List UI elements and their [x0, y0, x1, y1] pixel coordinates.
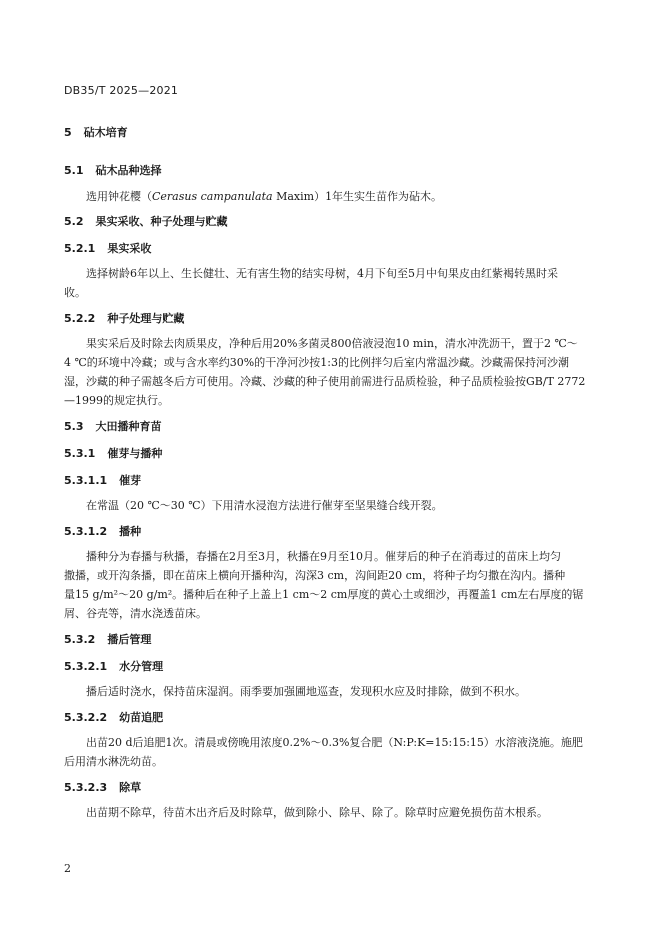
paragraph-5-1: 选用钟花樱（Cerasus campanulata Maxim）1年生实生苗作为砧木。	[86, 190, 443, 203]
paragraph-5-2-2: 果实采后及时除去肉质果皮，净种后用20%多菌灵800倍液浸泡10 min，清水冲洗沥干，置于2 ℃～ 4 ℃的环境中冷藏；或与含水率约30%的干净河沙按1:3的比例拌匀后室内常温沙藏。沙藏需保持河沙潮 湿，沙藏的种子需越冬后方可使用。冷藏、沙藏的种子使用前需进行品质检验，种子品质检验按GB/T 2772 —1999的规定执行。	[64, 337, 586, 407]
section-heading-5-1: 5.1 砧木品种选择	[64, 164, 162, 177]
section-heading-5-3: 5.3 大田播种育苗	[64, 420, 162, 433]
section-heading-5-3-2-2: 5.3.2.2 幼苗追肥	[64, 711, 164, 724]
section-heading-5-2: 5.2 果实采收、种子处理与贮藏	[64, 215, 228, 228]
paragraph-5-2-1: 选择树龄6年以上、生长健壮、无有害生物的结实母树，4月下旬至5月中旬果皮由红紫褐转黑时采 收。	[64, 267, 558, 299]
page-number: 2	[64, 862, 71, 875]
paragraph-5-3-1-2: 播种分为春播与秋播，春播在2月至3月，秋播在9月至10月。催芽后的种子在消毒过的苗床上均匀 撒播，或开沟条播，即在苗床上横向开播种沟，沟深3 cm，沟间距20 cm，将种子均匀撒在沟内。播种 量15 g/m²～20 g/m²。播种后在种子上盖上1 cm～2 cm厚度的黄心土或细沙，再覆盖1 cm左右厚度的锯 屑、谷壳等，清水浇透苗床。	[64, 550, 584, 620]
section-heading-5-3-2-1: 5.3.2.1 水分管理	[64, 660, 164, 673]
section-heading-5-3-2-3: 5.3.2.3 除草	[64, 781, 142, 794]
paragraph-5-3-2-2: 出苗20 d后追肥1次。清晨或傍晚用浓度0.2%～0.3%复合肥（N:P:K=15:15:15）水溶液浇施。施肥 后用清水淋洗幼苗。	[64, 736, 583, 768]
section-heading-5-2-2: 5.2.2 种子处理与贮藏	[64, 312, 185, 325]
section-heading-5-2-1: 5.2.1 果实采收	[64, 242, 152, 255]
section-heading-5-3-1-2: 5.3.1.2 播种	[64, 525, 142, 538]
section-heading-5-3-1: 5.3.1 催芽与播种	[64, 447, 163, 460]
paragraph-5-3-2-1: 播后适时浇水，保持苗床湿润。雨季要加强圃地巡查，发现积水应及时排除，做到不积水。	[86, 685, 526, 698]
section-heading-5: 5 砧木培育	[64, 126, 128, 139]
document-code: DB35/T 2025—2021	[64, 84, 179, 97]
section-heading-5-3-1-1: 5.3.1.1 催芽	[64, 474, 142, 487]
paragraph-5-3-1-1: 在常温（20 ℃～30 ℃）下用清水浸泡方法进行催芽至坚果缝合线开裂。	[86, 499, 443, 512]
section-heading-5-3-2: 5.3.2 播后管理	[64, 633, 152, 646]
paragraph-5-3-2-3: 出苗期不除草，待苗木出齐后及时除草，做到除小、除早、除了。除草时应避免损伤苗木根系。	[86, 806, 548, 819]
document-body	[64, 126, 604, 822]
